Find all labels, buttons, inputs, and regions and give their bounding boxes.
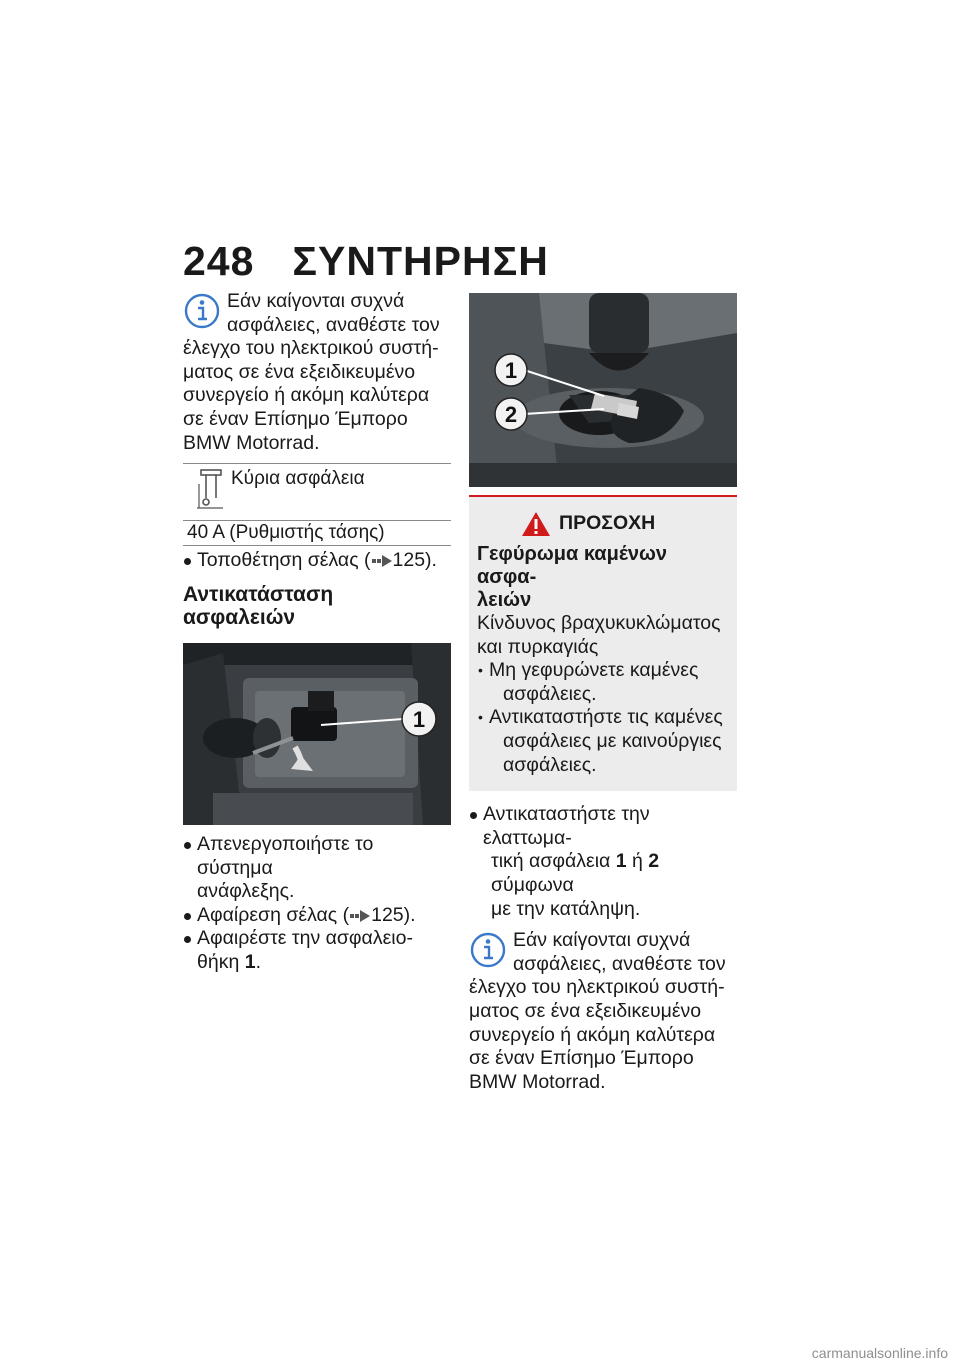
seat-install-bullet xyxy=(183,549,451,573)
info-line: συνεργείο ή ακόμη καλύτερα xyxy=(469,1023,716,1046)
ref-number: 2 xyxy=(648,850,660,873)
page-number: 248 xyxy=(183,238,255,284)
page-header xyxy=(183,238,549,285)
page-ref[interactable]: 125). xyxy=(392,549,437,572)
bullet-line: σύμφωνα xyxy=(491,873,574,896)
callout-1: 1 xyxy=(412,706,426,732)
bullet-line: με την κατάληψη. xyxy=(491,897,641,920)
bullet-line: Αντικαταστήστε την ελαττωμα- xyxy=(483,803,650,849)
watermark xyxy=(0,1345,960,1361)
warning-description xyxy=(477,612,729,659)
spec-label: Κύρια ασφάλεια xyxy=(231,468,365,490)
page-ref-arrow-icon xyxy=(350,910,370,922)
fuse-detail-photo xyxy=(469,293,737,487)
section-title: Αντικατάσταση ασφαλειών xyxy=(183,582,334,630)
warning-item-line: ασφάλειες. xyxy=(503,753,597,776)
callout-1: 1 xyxy=(504,358,518,383)
replace-fuse-bullet xyxy=(469,803,737,921)
warning-item-line: • Αντικαταστήστε τις καμένες xyxy=(489,706,723,729)
warning-title-line: Γεφύρωμα καμένων ασφα- xyxy=(477,543,667,588)
info-icon xyxy=(469,931,507,969)
info-line: σε έναν Επίσημο Έμπορο xyxy=(469,1047,694,1070)
info-line: σε έναν Επίσημο Έμπορο xyxy=(183,407,408,430)
warning-desc-line: Κίνδυνος βραχυκυκλώματος xyxy=(477,612,721,634)
bullet-line: τική ασφάλεια xyxy=(491,850,616,873)
warning-box xyxy=(469,495,737,791)
left-column xyxy=(183,290,451,975)
warning-item-line: ασφάλειες με καινούργιες xyxy=(503,729,722,752)
info-note xyxy=(469,929,737,1094)
info-line: Εάν καίγονται συχνά xyxy=(513,929,691,952)
info-line: ματος σε ένα εξειδικευμένο xyxy=(469,999,702,1022)
info-icon xyxy=(183,292,221,330)
chapter-title: ΣΥΝΤΗΡΗΣΗ xyxy=(292,238,549,284)
info-line: ασφάλειες, αναθέστε τον xyxy=(227,313,440,336)
bullet-text: Τοποθέτηση σέλας ( xyxy=(197,549,371,572)
info-line: ασφάλειες, αναθέστε τον xyxy=(513,952,726,975)
page-ref[interactable]: 125). xyxy=(371,903,416,926)
info-line: Εάν καίγονται συχνά xyxy=(227,290,405,312)
spec-table xyxy=(183,463,451,546)
watermark-text: carmanualsonline.info xyxy=(811,1345,948,1361)
warning-label: ΠΡΟΣΟΧΗ xyxy=(559,512,656,535)
bullet-line: ή xyxy=(626,850,649,873)
info-line: έλεγχο του ηλεκτρικού συστή- xyxy=(469,976,725,999)
warning-triangle-icon xyxy=(521,511,551,537)
info-line: BMW Motorrad. xyxy=(469,1070,606,1093)
ref-number: 1 xyxy=(615,850,627,873)
ref-number: 1 xyxy=(244,950,256,973)
bullet-text: Αφαίρεση σέλας ( xyxy=(197,903,350,926)
warning-title xyxy=(477,543,729,612)
fuse-icon xyxy=(197,468,225,510)
bullet-line: Απενεργοποιήστε το σύστημα xyxy=(197,832,374,879)
warning-item-line: • Μη γεφυρώνετε καμένες xyxy=(489,659,699,682)
info-line: BMW Motorrad. xyxy=(183,431,320,454)
fuse-holder-bullet xyxy=(183,927,451,974)
info-line: έλεγχο του ηλεκτρικού συστή- xyxy=(183,337,439,360)
right-column xyxy=(469,293,737,1094)
bullet-line: ανάφλεξης. xyxy=(197,880,295,903)
spec-label-cell xyxy=(183,464,451,521)
warning-item xyxy=(477,659,729,706)
callout-2: 2 xyxy=(504,402,518,427)
spec-value: 40 A (Ρυθμιστής τάσης) xyxy=(183,521,451,546)
page-ref-arrow-icon xyxy=(372,555,392,567)
bullet-line: θήκη xyxy=(197,950,245,973)
warning-item xyxy=(477,706,729,777)
seat-remove-bullet xyxy=(183,904,451,928)
bullet-line: Αφαιρέστε την ασφαλειο- xyxy=(197,927,413,950)
warning-header xyxy=(521,511,729,537)
bullet-end: . xyxy=(255,950,261,973)
info-line: συνεργείο ή ακόμη καλύτερα xyxy=(183,384,430,407)
info-line: ματος σε ένα εξειδικευμένο xyxy=(183,360,416,383)
warning-item-line: ασφάλειες. xyxy=(503,682,597,705)
fuse-box-photo xyxy=(183,643,451,825)
info-note xyxy=(183,290,451,455)
warning-title-line: λειών xyxy=(477,589,532,611)
warning-desc-line: και πυρκαγιάς xyxy=(477,635,599,658)
ignition-off-bullet xyxy=(183,833,451,904)
